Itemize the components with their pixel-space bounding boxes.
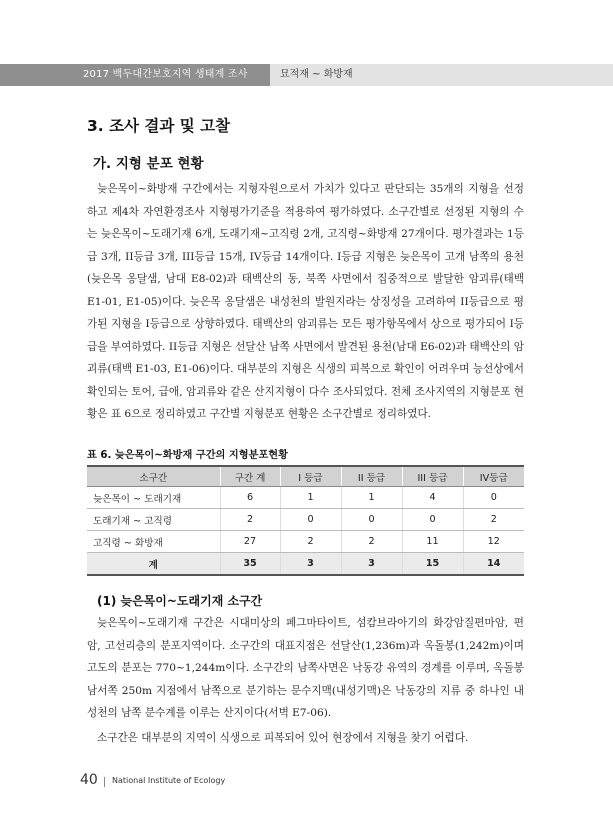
table-cell: 2 (463, 509, 524, 531)
subsection-title: 가. 지형 분포 현황 (93, 156, 204, 172)
body-paragraph-1: 늦은목이~화방재 구간에서는 지형자원으로서 가치가 있다고 판단되는 35개의 지형을 선정하고 제4차 자연환경조사 지형평가기준을 적용하여 평가하였다. 소구간별로 선정된 지형의 수는 늦은목이~도래기재 6개, 도래기재~고직령 2개, 고직령~화방재 27개이다. 평가결과는 1등급 3개, II등급 3개, III등급 15개, IV등급 14개이다. I등급 지형은 늦은목이 고개 남쪽의 용천(늦은목 옹달샘, 남대 E8-02)과 태백산의 동, 북쪽 사면에서 집중적으로 발달한 암괴류(태백 E1-01, E1-05)이다. 늦은목 옹달샘은 내성천의 발원지라는 상징성을 고려하여 II등급으로 평가된 지형을 I등급으로 상향하였다. 태백산의 암괴류는 모든 평가항목에서 상으로 평가되어 I등급을 부여하였다. II등급 지형은 선달산 남쪽 사면에서 발견된 용천(남대 E6-02)과 태백산의 암괴류(태백 E1-03, E1-06)이다. 대부분의 지형은 식생의 피복으로 확인이 어려우며 능선상에서 확인되는 토어, 급애, 암괴류와 같은 산지지형이 다수 조사되었다. 전체 조사지역의 지형분포 현황은 표 6으로 정리하였고 구간별 지형분포 현황은 소구간별로 정리하였다. (87, 183, 524, 420)
table-cell: 고직령 ~ 화방재 (87, 531, 220, 553)
landform-distribution-table (87, 465, 524, 576)
table-total-cell: 3 (341, 553, 402, 576)
table-cell: 6 (220, 487, 280, 509)
table-total-cell: 15 (402, 553, 463, 576)
table-total-cell: 14 (463, 553, 524, 576)
running-header-section: 묘적재 ~ 화방재 (280, 69, 353, 80)
table-cell: 11 (402, 531, 463, 553)
table-row (87, 509, 524, 531)
table-caption: 표 6. 늦은목이~화방재 구간의 지형분포현황 (87, 450, 288, 461)
table-row (87, 531, 524, 553)
table-header-cell: II 등급 (341, 466, 402, 487)
body-paragraph-3: 소구간은 대부분의 지역이 식생으로 피복되어 있어 현장에서 지형을 찾기 어렵다. (97, 732, 469, 744)
table-cell: 4 (402, 487, 463, 509)
table-cell: 12 (463, 531, 524, 553)
table-header-cell: I 등급 (280, 466, 341, 487)
table-header-cell: III 등급 (402, 466, 463, 487)
table-header-cell: 구간 계 (220, 466, 280, 487)
table-cell: 0 (463, 487, 524, 509)
table-row (87, 487, 524, 509)
footer-divider (104, 777, 105, 787)
running-header-title: 2017 백두대간보호지역 생태계 조사 (83, 69, 248, 80)
section-title: 3. 조사 결과 및 고찰 (87, 117, 231, 135)
table-cell: 27 (220, 531, 280, 553)
table-cell: 2 (280, 531, 341, 553)
page-number: 40 (80, 772, 98, 788)
table-cell: 1 (341, 487, 402, 509)
table-total-cell: 35 (220, 553, 280, 576)
table-header-cell: 소구간 (87, 466, 220, 487)
table-cell: 2 (341, 531, 402, 553)
table-cell: 1 (280, 487, 341, 509)
table-cell: 도래기재 ~ 고직령 (87, 509, 220, 531)
table-header-row (87, 466, 524, 487)
sub-section-title: (1) 늦은목이~도래기재 소구간 (97, 594, 263, 608)
table-total-cell: 3 (280, 553, 341, 576)
table-cell: 2 (220, 509, 280, 531)
table-cell: 0 (341, 509, 402, 531)
table-cell: 0 (402, 509, 463, 531)
table-cell: 늦은목이 ~ 도래기재 (87, 487, 220, 509)
table-cell: 0 (280, 509, 341, 531)
table-header-cell: IV등급 (463, 466, 524, 487)
footer-institute: National Institute of Ecology (112, 776, 226, 785)
body-paragraph-2: 늦은목이~도래기재 구간은 시대미상의 페그마타이트, 섬캄브라아기의 화강암질편마암, 편암, 고선리층의 분포지역이다. 소구간의 대표지점은 선달산(1,236m)과 옥돌봉(1,242m)이며 고도의 분포는 770~1,244m이다. 소구간의 남쪽사면은 낙동강 유역의 경계를 이루며, 옥돌봉 남서쪽 250m 지점에서 남쪽으로 분기하는 문수지맥(내성기맥)은 낙동강의 지류 중 하나인 내성천의 남쪽 분수계를 이루는 산지이다(서벽 E7-06). (87, 617, 524, 719)
table-total-row (87, 553, 524, 576)
table-total-cell: 계 (87, 553, 220, 576)
